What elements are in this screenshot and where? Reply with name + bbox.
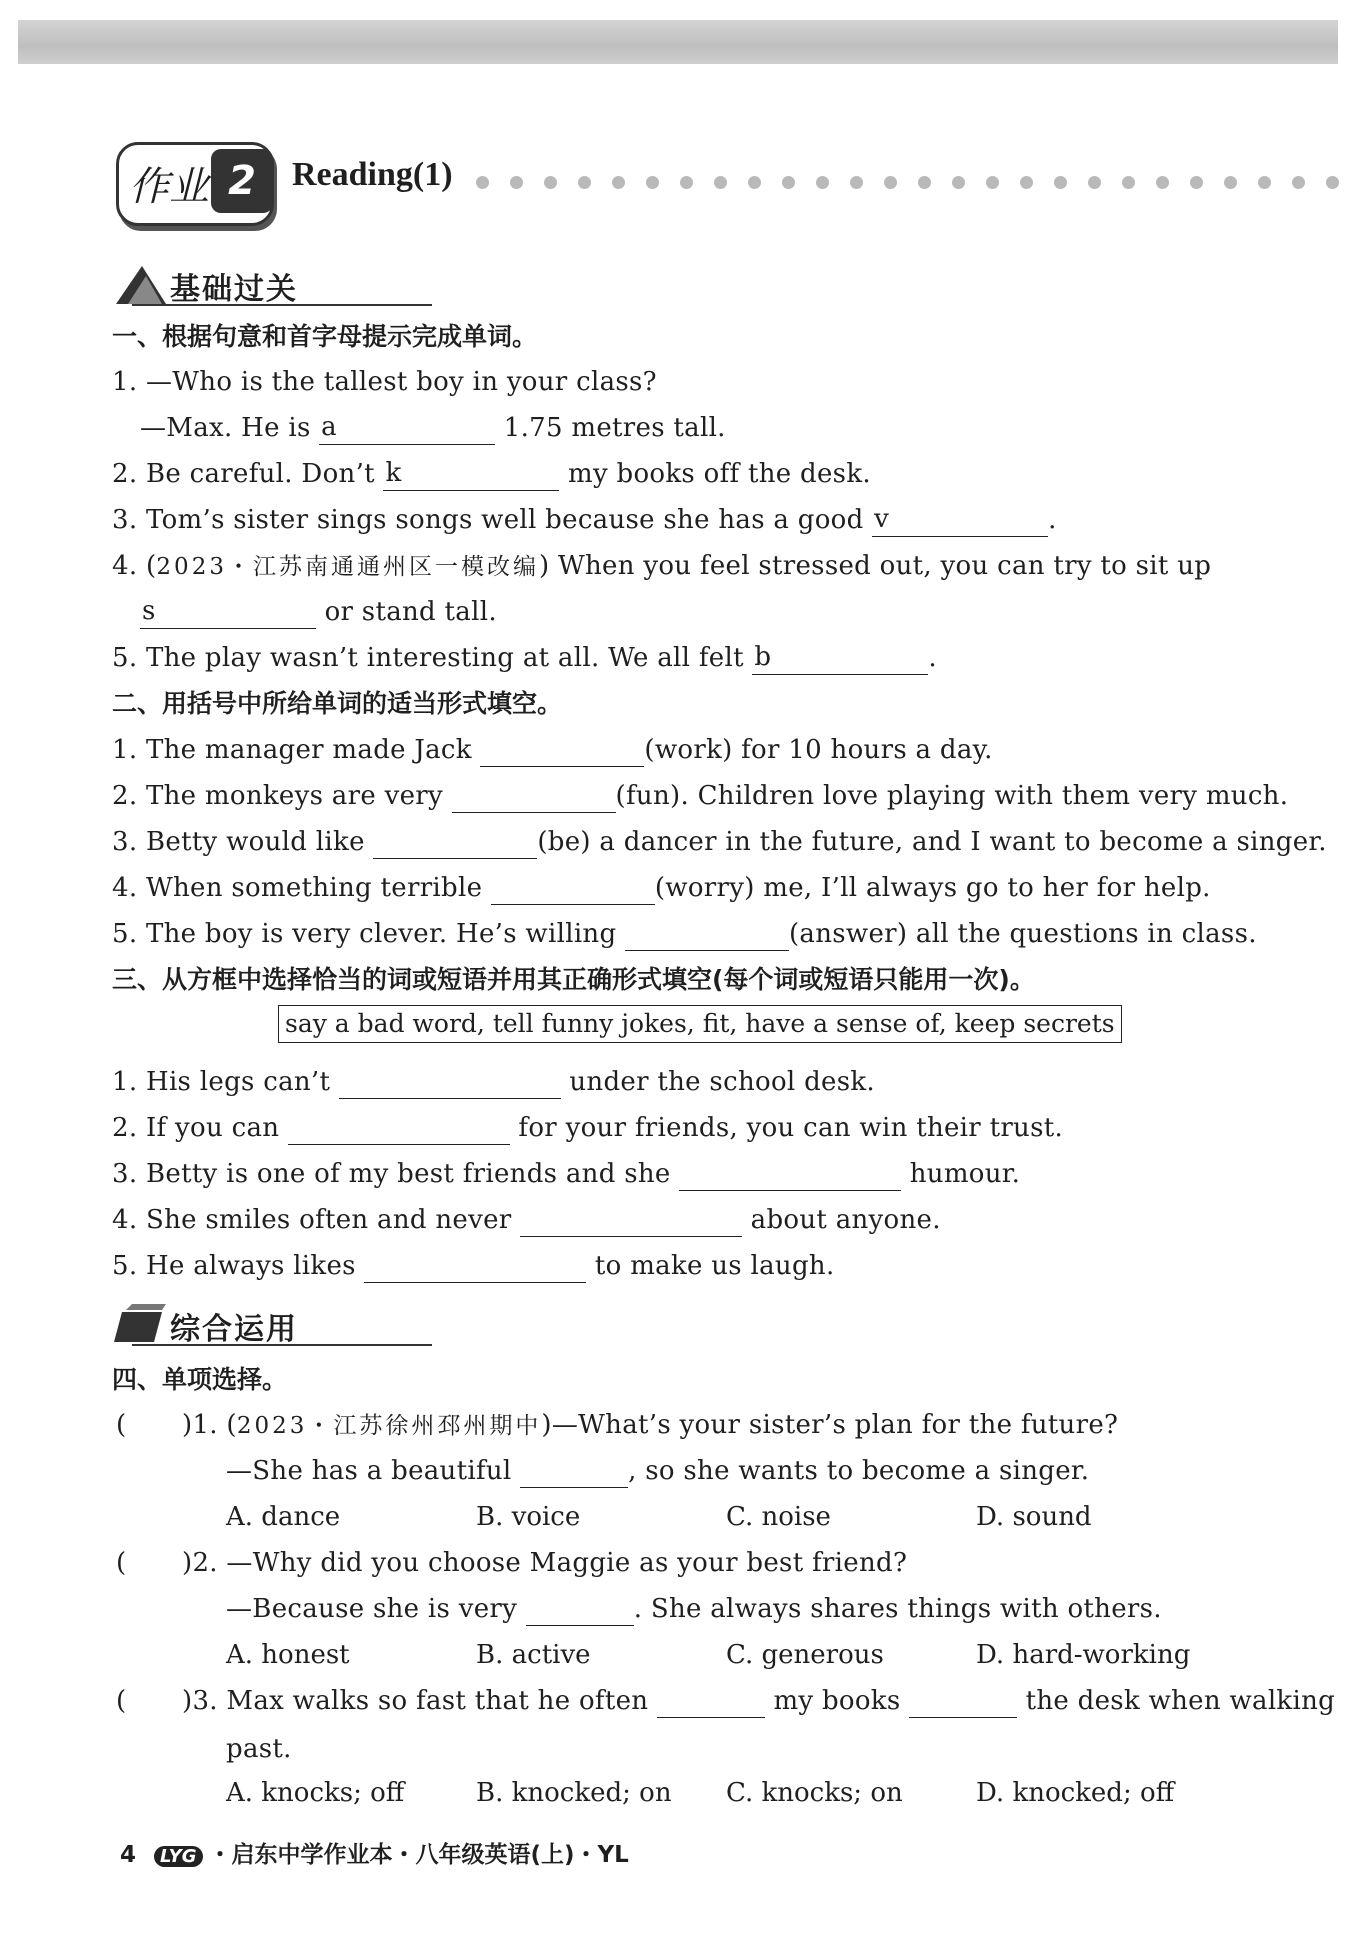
p2-q1 (112, 733, 993, 767)
question-text: for your friends, you can win their trust. (509, 1113, 1064, 1143)
page-title: Reading(1) (292, 156, 453, 193)
word-bank-box: say a bad word, tell funny jokes, fit, have a sense of, keep secrets (278, 1005, 1122, 1043)
option-b[interactable]: B. voice (476, 1502, 581, 1532)
option-d[interactable]: D. sound (976, 1502, 1092, 1532)
initial-hint: b (754, 642, 772, 672)
initial-hint: s (142, 596, 156, 626)
question-text: under the school desk. (560, 1067, 875, 1097)
badge-text: 作业 (129, 164, 209, 210)
option-a[interactable]: A. dance (226, 1502, 341, 1532)
question-text: my books off the desk. (559, 459, 871, 489)
question-text: 2. If you can (112, 1113, 288, 1143)
p4-q3-line2: past. (226, 1734, 292, 1764)
answer-blank[interactable] (373, 830, 537, 859)
question-text: ) When you feel stressed out, you can try to sit up (538, 551, 1212, 581)
question-text: 1.75 metres tall. (495, 413, 726, 443)
section-rule (132, 1344, 432, 1346)
answer-blank[interactable] (872, 504, 1048, 537)
question-text: 3. Betty is one of my best friends and she (112, 1159, 680, 1189)
question-text: . She always shares things with others. (633, 1594, 1162, 1624)
question-text: 5. The boy is very clever. He’s willing (112, 919, 625, 949)
answer-blank[interactable] (319, 412, 495, 445)
p1-q1-line1: 1. —Who is the tallest boy in your class? (112, 367, 657, 397)
p1-q2 (112, 457, 871, 491)
triangle-icon (112, 262, 168, 306)
option-c[interactable]: C. generous (726, 1640, 884, 1670)
question-text: —Because she is very (226, 1594, 526, 1624)
answer-blank[interactable] (909, 1689, 1017, 1718)
p1-q3 (112, 503, 1057, 537)
answer-blank[interactable] (752, 642, 928, 675)
page-footer (120, 1836, 629, 1869)
question-text: 5. The play wasn’t interesting at all. We all felt (112, 643, 753, 673)
p4-q2-line2 (226, 1592, 1162, 1626)
p4-q2-line1: )2. —Why did you choose Maggie as your best friend? (182, 1548, 908, 1578)
question-text: (worry) me, I’ll always go to her for help. (654, 873, 1211, 903)
question-text: )3. Max walks so fast that he often (182, 1686, 657, 1716)
part4-heading: 四、单项选择。 (112, 1365, 288, 1394)
p4-q1-line2 (226, 1454, 1089, 1488)
question-text: 3. Betty would like (112, 827, 374, 857)
question-text: 1. His legs can’t (112, 1067, 339, 1097)
question-text: . (928, 643, 937, 673)
part1-heading: 一、根据句意和首字母提示完成单词。 (112, 322, 538, 351)
decorative-dots (476, 176, 1339, 189)
answer-bracket[interactable]: ( (116, 1410, 127, 1440)
answer-blank[interactable] (288, 1116, 510, 1145)
question-text: the desk when walking (1017, 1686, 1336, 1716)
answer-blank[interactable] (480, 738, 644, 767)
option-a[interactable]: A. knocks; off (226, 1778, 405, 1808)
question-text: 4. ( (112, 551, 157, 581)
section-banner-comprehensive (112, 1300, 442, 1350)
question-text: 5. He always likes (112, 1251, 365, 1281)
question-text: )—What’s your sister’s plan for the future? (541, 1410, 1119, 1440)
answer-blank[interactable] (526, 1597, 634, 1626)
p1-q4-line1 (112, 549, 1211, 584)
section-title: 综合运用 (170, 1312, 298, 1347)
answer-blank[interactable] (339, 1070, 561, 1099)
initial-hint: a (321, 412, 337, 442)
option-b[interactable]: B. active (476, 1640, 591, 1670)
question-text: . (1048, 505, 1057, 535)
answer-blank[interactable] (520, 1208, 742, 1237)
answer-blank[interactable] (491, 876, 655, 905)
answer-blank[interactable] (140, 596, 316, 629)
question-text: humour. (901, 1159, 1021, 1189)
option-a[interactable]: A. honest (226, 1640, 350, 1670)
question-text: (answer) all the questions in class. (788, 919, 1257, 949)
publisher-logo: LYG (154, 1846, 202, 1867)
homework-badge (116, 142, 274, 226)
p2-q4 (112, 871, 1211, 905)
badge-number: 2 (211, 149, 273, 213)
question-text: 2. The monkeys are very (112, 781, 452, 811)
question-text: or stand tall. (316, 597, 497, 627)
question-text: 1. The manager made Jack (112, 735, 481, 765)
question-text: 3. Tom’s sister sings songs well because she has a good (112, 505, 873, 535)
answer-blank[interactable] (383, 458, 559, 491)
option-b[interactable]: B. knocked; on (476, 1778, 672, 1808)
p4-q3-line1 (182, 1684, 1335, 1718)
answer-bracket[interactable]: ( (116, 1548, 127, 1578)
question-text: 4. When something terrible (112, 873, 491, 903)
question-text: to make us laugh. (586, 1251, 835, 1281)
option-c[interactable]: C. noise (726, 1502, 831, 1532)
answer-blank[interactable] (679, 1162, 901, 1191)
answer-blank[interactable] (364, 1254, 586, 1283)
question-source: 2023・江苏南通通州区一模改编 (156, 554, 539, 580)
part2-heading: 二、用括号中所给单词的适当形式填空。 (112, 689, 563, 718)
question-text: —Max. He is (140, 413, 320, 443)
answer-blank[interactable] (520, 1459, 628, 1488)
answer-blank[interactable] (657, 1689, 765, 1718)
part3-heading: 三、从方框中选择恰当的词或短语并用其正确形式填空(每个词或短语只能用一次)。 (112, 965, 1035, 994)
p3-q5 (112, 1249, 835, 1283)
top-scan-strip (18, 20, 1338, 64)
section-banner-basics (112, 260, 442, 310)
answer-blank[interactable] (452, 784, 616, 813)
answer-blank[interactable] (625, 922, 789, 951)
section-rule (132, 304, 432, 306)
p2-q3 (112, 825, 1327, 859)
initial-hint: k (385, 458, 402, 488)
p4-q1-line1 (182, 1408, 1118, 1443)
section-title: 基础过关 (170, 272, 298, 307)
footer-text: ・启东中学作业本・八年级英语(上)・YL (208, 1842, 629, 1868)
option-c[interactable]: C. knocks; on (726, 1778, 903, 1808)
question-text: )1. ( (182, 1410, 237, 1440)
p3-q2 (112, 1111, 1063, 1145)
p3-q4 (112, 1203, 941, 1237)
p3-q1 (112, 1065, 875, 1099)
question-text: 4. She smiles often and never (112, 1205, 521, 1235)
option-d[interactable]: D. knocked; off (976, 1778, 1175, 1808)
question-text: my books (764, 1686, 910, 1716)
initial-hint: v (874, 504, 890, 534)
p1-q5 (112, 641, 937, 675)
book-icon (112, 1302, 168, 1346)
question-text: (fun). Children love playing with them very much. (615, 781, 1289, 811)
answer-bracket[interactable]: ( (116, 1686, 127, 1716)
question-text: , so she wants to become a singer. (628, 1456, 1090, 1486)
question-text: (work) for 10 hours a day. (644, 735, 993, 765)
question-text: —She has a beautiful (226, 1456, 521, 1486)
question-text: about anyone. (742, 1205, 941, 1235)
p2-q5 (112, 917, 1257, 951)
page-number: 4 (120, 1842, 137, 1868)
p2-q2 (112, 779, 1288, 813)
p1-q4-line2 (140, 595, 497, 629)
p1-q1-line2 (140, 411, 726, 445)
question-text: (be) a dancer in the future, and I want to become a singer. (537, 827, 1327, 857)
question-source: 2023・江苏徐州邳州期中 (236, 1413, 542, 1439)
option-d[interactable]: D. hard-working (976, 1640, 1191, 1670)
question-text: 2. Be careful. Don’t (112, 459, 384, 489)
p3-q3 (112, 1157, 1020, 1191)
